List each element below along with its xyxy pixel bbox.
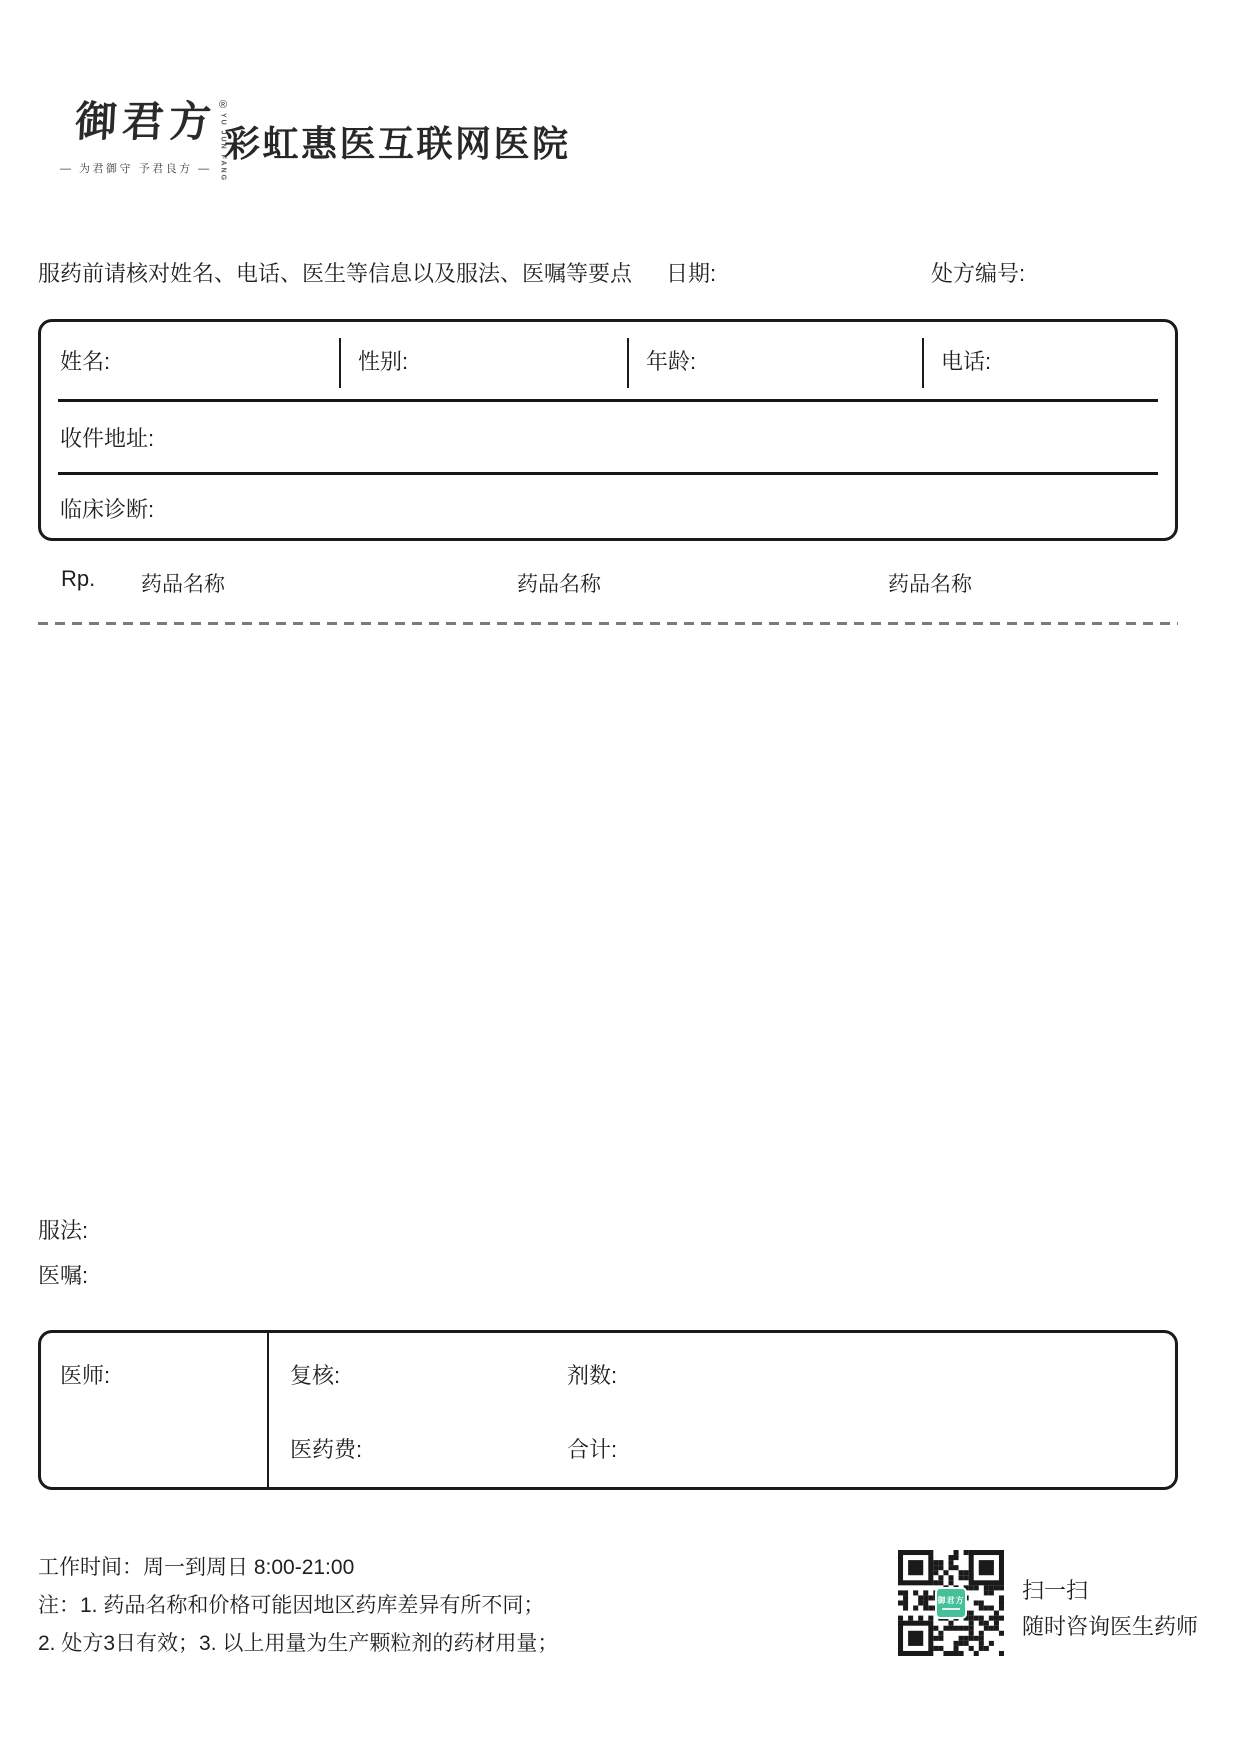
name-value-field[interactable] [110, 337, 339, 383]
advice-label: 医嘱: [38, 1263, 89, 1288]
brand-logo-text: 御君方 [73, 100, 218, 146]
total-label: 合计: [567, 1437, 618, 1462]
consult-label: 随时咨询医生药师 [1022, 1614, 1199, 1639]
patient-row-basic [41, 322, 1175, 399]
prescription-body-area[interactable] [38, 632, 1178, 1202]
gender-value-field[interactable] [408, 337, 627, 383]
brand-tagline: — 为君御守 予君良方 — [60, 163, 212, 175]
age-label: 年龄: [646, 349, 697, 374]
brand-latin-text: YU JUN FANG [219, 113, 227, 183]
rp-label: Rp. [61, 566, 96, 591]
diagnosis-value-field[interactable] [154, 488, 1175, 528]
drug-name-header-3: 药品名称 [888, 573, 972, 596]
gender-label: 性别: [358, 349, 409, 374]
patient-phone-cell [922, 322, 1175, 399]
review-label: 复核: [290, 1363, 341, 1388]
qr-code [898, 1550, 1004, 1656]
patient-name-cell [41, 322, 339, 399]
name-label: 姓名: [60, 349, 111, 374]
date-label: 日期: [666, 261, 717, 286]
note-line-1: 注：1. 药品名称和价格可能因地区药库差异有所不同； [38, 1594, 545, 1617]
drug-name-header-2: 药品名称 [517, 573, 601, 596]
patient-gender-cell [339, 322, 627, 399]
column-divider [627, 338, 629, 388]
patient-info-box [38, 319, 1178, 541]
verification-notice: 服药前请核对姓名、电话、医生等信息以及服法、医嘱等要点 [38, 261, 633, 286]
dashed-divider [38, 622, 1178, 625]
diagnosis-label: 临床诊断: [60, 496, 155, 522]
address-value-field[interactable] [154, 416, 1175, 458]
age-value-field[interactable] [696, 337, 922, 383]
note-line-2: 2. 处方3日有效；3. 以上用量为生产颗粒剂的药材用量； [38, 1632, 559, 1655]
doses-label: 剂数: [567, 1363, 618, 1388]
scan-label: 扫一扫 [1022, 1578, 1089, 1603]
signoff-box [38, 1330, 1178, 1490]
drug-name-header-1: 药品名称 [141, 573, 225, 596]
hospital-title: 彩虹惠医互联网医院 [224, 123, 571, 164]
column-divider [922, 338, 924, 388]
rx-number-label: 处方编号: [931, 261, 1026, 286]
phone-label: 电话: [941, 349, 992, 374]
phone-value-field[interactable] [991, 337, 1175, 383]
usage-label: 服法: [38, 1218, 89, 1243]
patient-address-row [41, 402, 1175, 472]
patient-age-cell [627, 322, 922, 399]
patient-diagnosis-row [41, 475, 1175, 541]
registered-trademark-icon: ® [219, 99, 228, 111]
column-divider [339, 338, 341, 388]
qr-center-logo [935, 1587, 967, 1619]
working-hours-text: 工作时间：周一到周日 8:00-21:00 [38, 1556, 355, 1579]
physician-label: 医师: [60, 1363, 111, 1388]
qr-center-subline [942, 1608, 960, 1610]
address-label: 收件地址: [60, 425, 155, 451]
qr-center-text: 御君方 [937, 1596, 965, 1606]
medicine-fee-label: 医药费: [290, 1437, 363, 1462]
column-divider [267, 1333, 269, 1487]
